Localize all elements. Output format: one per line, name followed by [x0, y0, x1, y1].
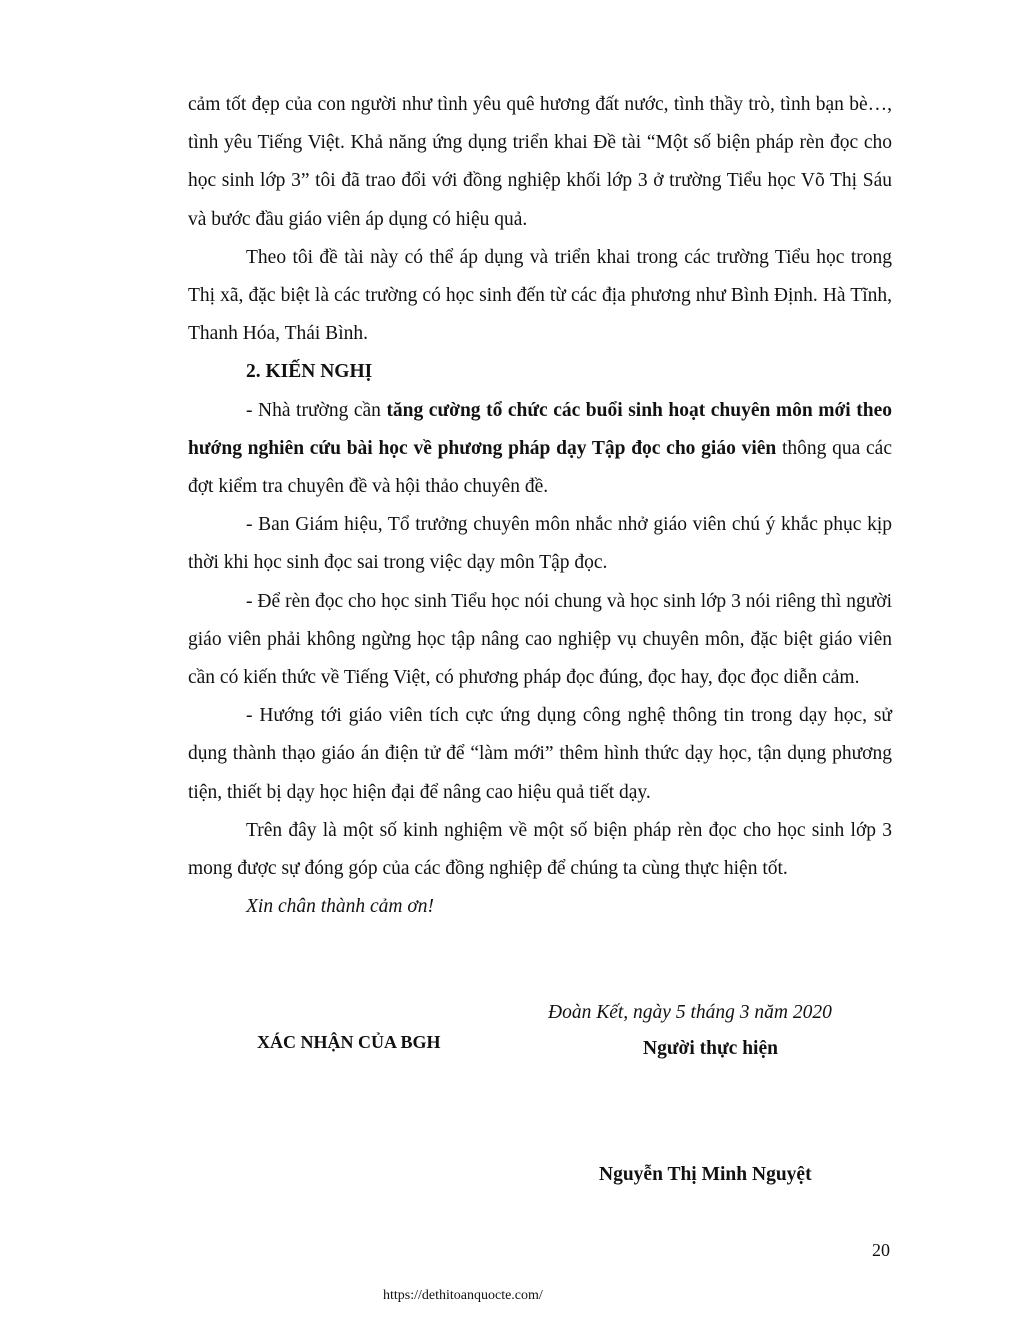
paragraph-recommendation-board: - Ban Giám hiệu, Tổ trưởng chuyên môn nhắc nhở giáo viên chú ý khắc phục kịp thời khi học sinh đọc sai trong việc dạy môn Tập đọc.	[188, 514, 892, 574]
paragraph-intro-continued: cảm tốt đẹp của con người như tình yêu quê hương đất nước, tình thầy trò, tình bạn bè…, tình yêu Tiếng Việt. Khả năng ứng dụng triển khai Đề tài “Một số biện pháp rèn đọc cho học sinh lớp 3” tôi đã trao đổi với đồng nghiệp khối lớp 3 ở trường Tiểu học Võ Thị Sáu và bước đầu giáo viên áp dụng có hiệu quả.	[188, 94, 892, 230]
body-text	[188, 86, 892, 926]
performer-name: Nguyễn Thị Minh Nguyệt	[599, 1164, 812, 1185]
paragraph-recommendation-teachers: - Để rèn đọc cho học sinh Tiểu học nói chung và học sinh lớp 3 nói riêng thì người giáo viên phải không ngừng học tập nâng cao nghiệp vụ chuyên môn, đặc biệt giáo viên cần có kiến thức về Tiếng Việt, có phương pháp đọc đúng, đọc hay, đọc đọc diễn cảm.	[188, 590, 892, 689]
footer-url[interactable]: https://dethitoanquocte.com/	[383, 1288, 543, 1303]
paragraph-recommendation-school	[188, 392, 892, 507]
recommendation-school-suffix: thông qua các đợt kiểm tra chuyên đề và hội thảo chuyên đề.	[188, 437, 892, 498]
paragraph-application: Theo tôi đề tài này có thể áp dụng và triển khai trong các trường Tiểu học trong Thị xã, đặc biệt là các trường có học sinh đến từ các địa phương như Bình Định. Hà Tĩnh, Thanh Hóa, Thái Bình.	[188, 246, 892, 345]
performer-label: Người thực hiện	[643, 1038, 778, 1059]
confirm-label: XÁC NHẬN CỦA BGH	[257, 1032, 441, 1052]
page-number: 20	[872, 1240, 890, 1260]
thanks-line: Xin chân thành cảm ơn!	[246, 896, 435, 918]
paragraph-recommendation-it: - Hướng tới giáo viên tích cực ứng dụng công nghệ thông tin trong dạy học, sử dụng thành thạo giáo án điện tử để “làm mới” thêm hình thức dạy học, tận dụng phương tiện, thiết bị dạy học hiện đại để nâng cao hiệu quả tiết dạy.	[188, 705, 892, 803]
recommendation-school-emphasis: tăng cường tổ chức các buổi sinh hoạt chuyên môn mới theo hướng nghiên cứu bài học về phương pháp dạy Tập đọc cho giáo viên	[188, 399, 892, 459]
recommendation-school-prefix: - Nhà trường cần	[246, 399, 387, 421]
section-heading: 2. KIẾN NGHỊ	[246, 361, 373, 383]
paragraph-closing: Trên đây là một số kinh nghiệm về một số biện pháp rèn đọc cho học sinh lớp 3 mong được sự đóng góp của các đồng nghiệp để chúng ta cùng thực hiện tốt.	[188, 819, 892, 880]
date-place: Đoàn Kết, ngày 5 tháng 3 năm 2020	[548, 1002, 832, 1023]
